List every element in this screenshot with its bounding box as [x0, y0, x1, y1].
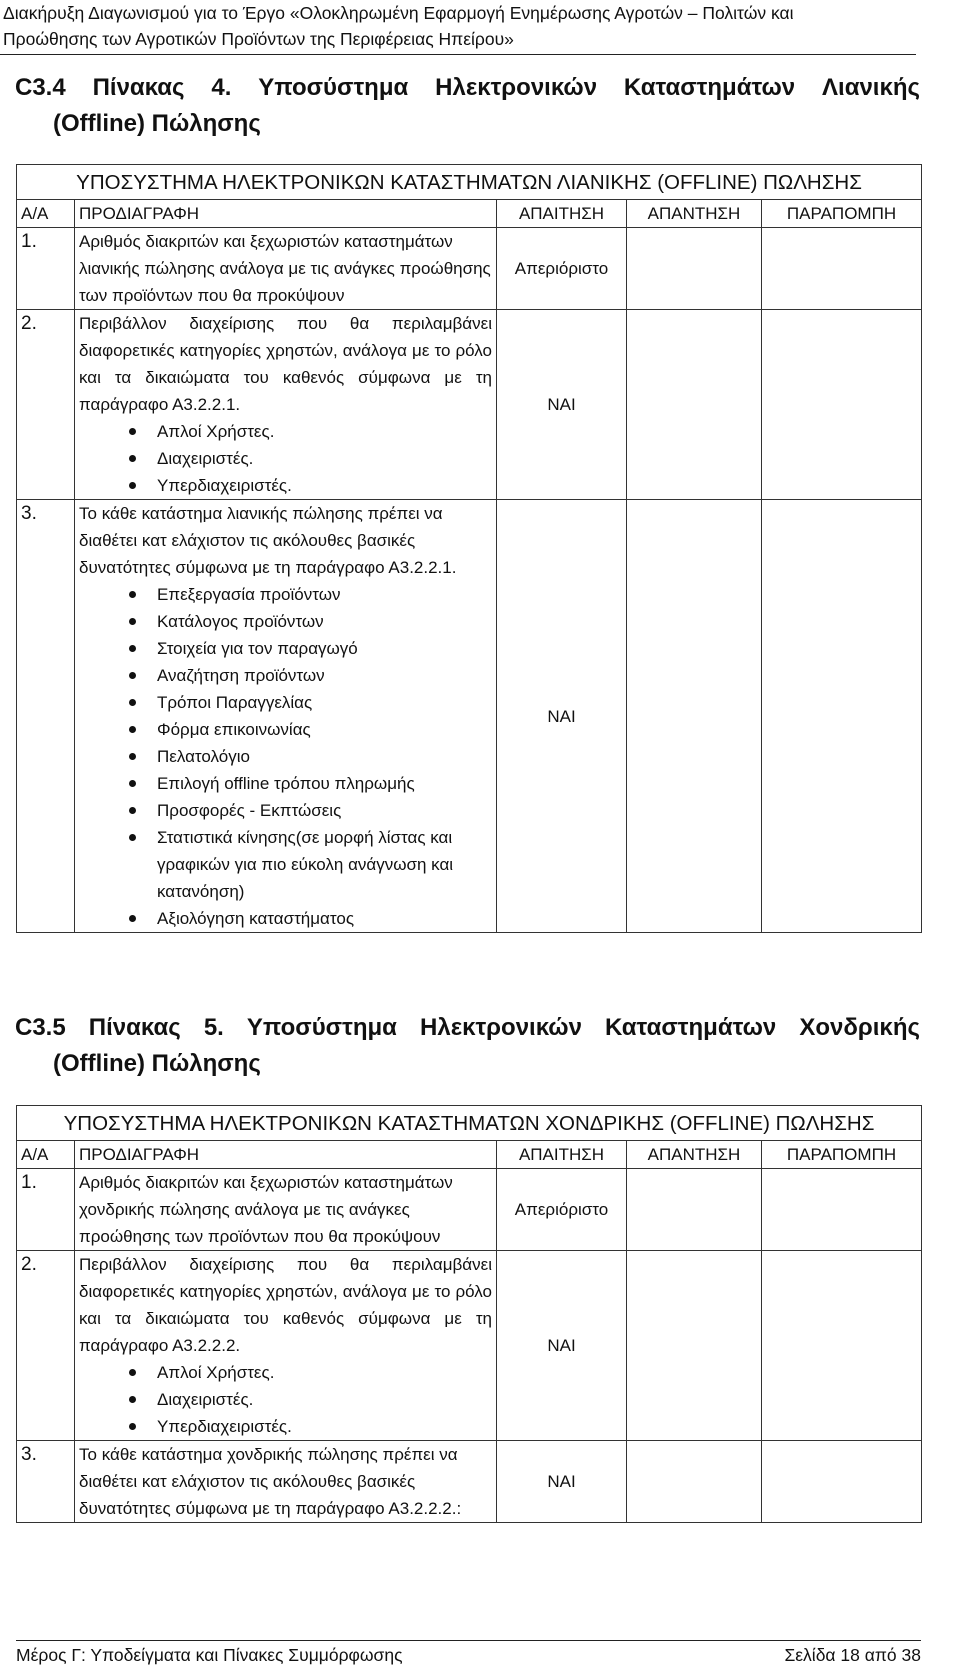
- section-number: C3.5: [15, 1014, 66, 1041]
- row-reference[interactable]: [762, 1169, 922, 1251]
- table-row: [17, 310, 922, 500]
- list-item: Επιλογή offline τρόπου πληρωμής: [123, 770, 492, 797]
- list-item: Αξιολόγηση καταστήματος: [123, 905, 492, 932]
- column-header: ΠΑΡΑΠΟΜΠΗ: [762, 1141, 922, 1169]
- list-item: Διαχειριστές.: [123, 445, 492, 472]
- list-item: Αναζήτηση προϊόντων: [123, 662, 492, 689]
- row-answer[interactable]: [627, 1441, 762, 1523]
- list-item: Πελατολόγιο: [123, 743, 492, 770]
- column-header: ΑΠΑΙΤΗΣΗ: [497, 200, 627, 228]
- column-header: ΑΠΑΝΤΗΣΗ: [627, 200, 762, 228]
- table-row: [17, 1441, 922, 1523]
- row-specification: Περιβάλλον διαχείρισης που θα περιλαμβάνει διαφορετικές κατηγορίες χρηστών, ανάλογα με το ρόλο και τα δικαιώματα του καθενός σύμφωνα με τη παράγραφο Α3.2.2.2. Απλοί Χρήστες. Διαχειριστές. Υπερδιαχειριστές.: [75, 1251, 497, 1441]
- row-reference[interactable]: [762, 310, 922, 500]
- page-header: [0, 0, 916, 55]
- row-requirement: ΝΑΙ: [497, 1251, 627, 1441]
- row-reference[interactable]: [762, 228, 922, 310]
- row-number: 3.: [17, 1441, 75, 1523]
- row-answer[interactable]: [627, 1251, 762, 1441]
- table-title: ΥΠΟΣΥΣΤΗΜΑ ΗΛΕΚΤΡΟΝΙΚΩΝ ΚΑΤΑΣΤΗΜΑΤΩΝ ΛΙΑΝΙΚΗΣ (OFFLINE) ΠΩΛΗΣΗΣ: [17, 165, 922, 200]
- table-row: [17, 1169, 922, 1251]
- list-item: Κατάλογος προϊόντων: [123, 608, 492, 635]
- list-item: Στοιχεία για τον παραγωγό: [123, 635, 492, 662]
- row-requirement: ΝΑΙ: [497, 500, 627, 933]
- list-item: Απλοί Χρήστες.: [123, 1359, 492, 1386]
- section-heading-c35: C3.5 Πίνακας 5. Υποσύστημα Ηλεκτρονικών Καταστημάτων Χονδρικής (Offline) Πώλησης: [15, 1010, 920, 1082]
- header-line-1: Διακήρυξη Διαγωνισμού για το Έργο «Ολοκληρωμένη Εφαρμογή Ενημέρωσης Αγροτών – Πολιτών και: [3, 3, 794, 23]
- section-heading-c34: C3.4 Πίνακας 4. Υποσύστημα Ηλεκτρονικών Καταστημάτων Λιανικής (Offline) Πώλησης: [15, 70, 920, 142]
- column-header: ΠΡΟΔΙΑΓΡΑΦΗ: [75, 200, 497, 228]
- row-answer[interactable]: [627, 1169, 762, 1251]
- row-number: 1.: [17, 1169, 75, 1251]
- column-header: ΑΠΑΙΤΗΣΗ: [497, 1141, 627, 1169]
- page-footer: [16, 1640, 921, 1668]
- column-header: ΑΠΑΝΤΗΣΗ: [627, 1141, 762, 1169]
- bullet-list: [79, 1359, 492, 1440]
- row-number: 2.: [17, 1251, 75, 1441]
- row-specification: Αριθμός διακριτών και ξεχωριστών καταστημάτων χονδρικής πώλησης ανάλογα με τις ανάγκες προώθησης των προϊόντων που θα προκύψουν: [75, 1169, 497, 1251]
- column-header: Α/Α: [17, 200, 75, 228]
- list-item: Φόρμα επικοινωνίας: [123, 716, 492, 743]
- column-header: Α/Α: [17, 1141, 75, 1169]
- column-header: ΠΑΡΑΠΟΜΠΗ: [762, 200, 922, 228]
- table-row: [17, 228, 922, 310]
- row-reference[interactable]: [762, 500, 922, 933]
- footer-section-label: Μέρος Γ: Υποδείγματα και Πίνακες Συμμόρφωσης: [16, 1645, 403, 1665]
- header-line-2: Προώθησης των Αγροτικών Προϊόντων της Περιφέρειας Ηπείρου»: [3, 29, 514, 49]
- row-specification: Το κάθε κατάστημα χονδρικής πώλησης πρέπει να διαθέτει κατ ελάχιστον τις ακόλουθες βασικές δυνατότητες σύμφωνα με τη παράγραφο Α3.2.2.2.:: [75, 1441, 497, 1523]
- section-number: C3.4: [15, 74, 66, 101]
- row-specification: Το κάθε κατάστημα λιανικής πώλησης πρέπει να διαθέτει κατ ελάχιστον τις ακόλουθες βασικές δυνατότητες σύμφωνα με τη παράγραφο Α3.2.2.1. Επεξεργασία προϊόντων Κατάλογος προϊόντων Στοιχεία για τον παραγωγό Αναζήτηση προϊόντων Τρόποι Παραγγελίας Φόρμα επικοινωνίας Πελατολόγιο Επιλογή offline τρόπου πληρωμής Προσφορές - Εκπτώσεις Στατιστικά κίνησης(σε μορφή λίστας και γραφικών για πιο εύκολη ανάγνωση και κατανόηση) Αξιολόγηση καταστήματος: [75, 500, 497, 933]
- row-answer[interactable]: [627, 310, 762, 500]
- table-row: [17, 1251, 922, 1441]
- row-reference[interactable]: [762, 1441, 922, 1523]
- row-reference[interactable]: [762, 1251, 922, 1441]
- list-item: Στατιστικά κίνησης(σε μορφή λίστας και γραφικών για πιο εύκολη ανάγνωση και κατανόηση): [123, 824, 492, 905]
- compliance-table-wholesale: [16, 1105, 922, 1523]
- column-header: ΠΡΟΔΙΑΓΡΑΦΗ: [75, 1141, 497, 1169]
- compliance-table-retail: [16, 164, 922, 933]
- row-specification: Αριθμός διακριτών και ξεχωριστών καταστημάτων λιανικής πώλησης ανάλογα με τις ανάγκες προώθησης των προϊόντων που θα προκύψουν: [75, 228, 497, 310]
- table-row: [17, 500, 922, 933]
- list-item: Επεξεργασία προϊόντων: [123, 581, 492, 608]
- list-item: Τρόποι Παραγγελίας: [123, 689, 492, 716]
- list-item: Υπερδιαχειριστές.: [123, 1413, 492, 1440]
- row-requirement: ΝΑΙ: [497, 1441, 627, 1523]
- row-requirement: Απεριόριστο: [497, 228, 627, 310]
- list-item: Προσφορές - Εκπτώσεις: [123, 797, 492, 824]
- list-item: Υπερδιαχειριστές.: [123, 472, 492, 499]
- bullet-list: [79, 418, 492, 499]
- bullet-list: [79, 581, 492, 932]
- row-answer[interactable]: [627, 500, 762, 933]
- list-item: Απλοί Χρήστες.: [123, 418, 492, 445]
- list-item: Διαχειριστές.: [123, 1386, 492, 1413]
- row-number: 1.: [17, 228, 75, 310]
- table-title: ΥΠΟΣΥΣΤΗΜΑ ΗΛΕΚΤΡΟΝΙΚΩΝ ΚΑΤΑΣΤΗΜΑΤΩΝ ΧΟΝΔΡΙΚΗΣ (OFFLINE) ΠΩΛΗΣΗΣ: [17, 1106, 922, 1141]
- row-requirement: ΝΑΙ: [497, 310, 627, 500]
- row-requirement: Απεριόριστο: [497, 1169, 627, 1251]
- row-number: 2.: [17, 310, 75, 500]
- row-answer[interactable]: [627, 228, 762, 310]
- row-number: 3.: [17, 500, 75, 933]
- row-specification: Περιβάλλον διαχείρισης που θα περιλαμβάνει διαφορετικές κατηγορίες χρηστών, ανάλογα με το ρόλο και τα δικαιώματα του καθενός σύμφωνα με τη παράγραφο Α3.2.2.1. Απλοί Χρήστες. Διαχειριστές. Υπερδιαχειριστές.: [75, 310, 497, 500]
- page-number: Σελίδα 18 από 38: [784, 1645, 921, 1665]
